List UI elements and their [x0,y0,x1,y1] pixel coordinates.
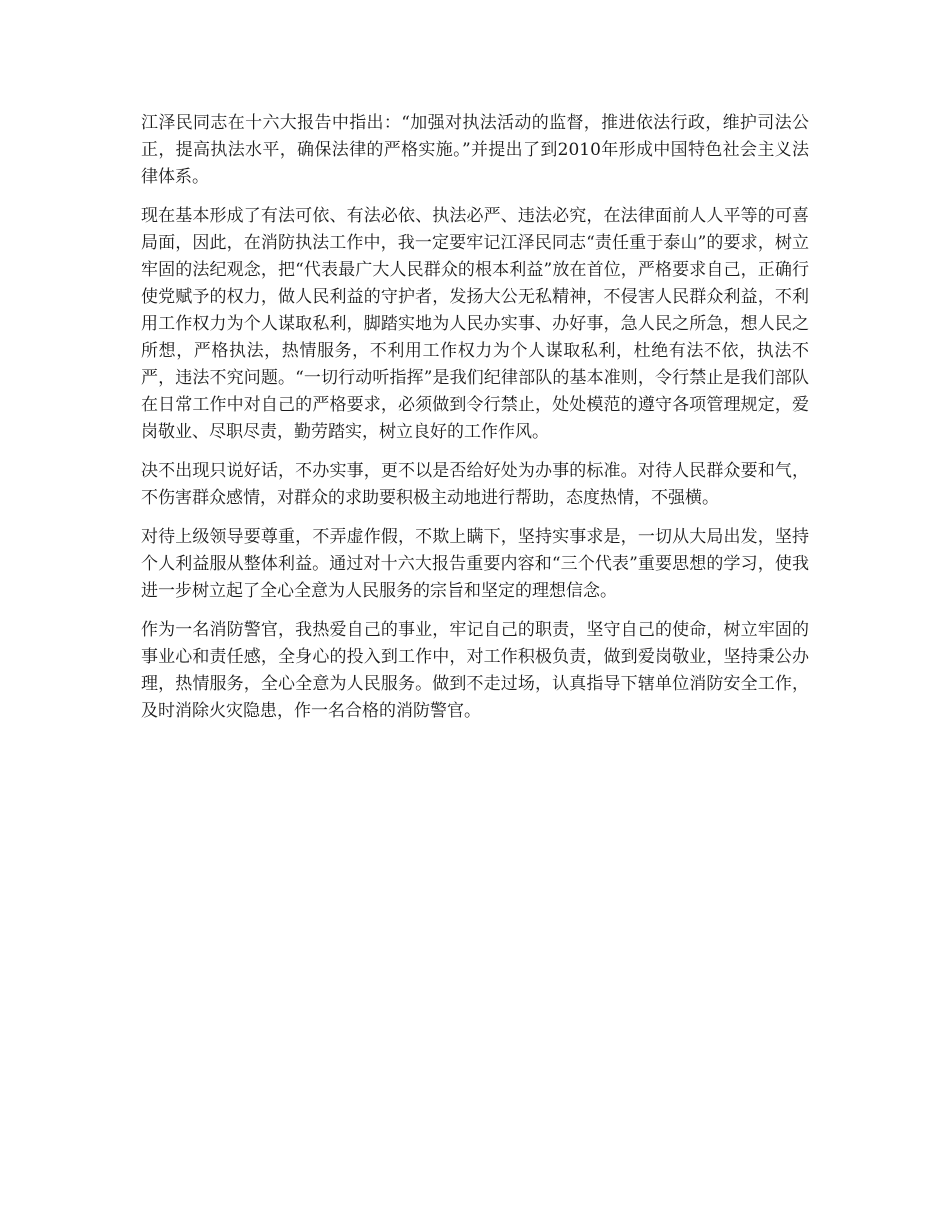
paragraph-4: 对待上级领导要尊重，不弄虚作假，不欺上瞒下，坚持实事求是，一切从大局出发，坚持个人利益服从整体利益。通过对十六大报告重要内容和“三个代表”重要思想的学习，使我进一步树立起了全心全意为人民服务的宗旨和坚定的理想信念。 [141,527,809,601]
paragraph-1: 江泽民同志在十六大报告中指出：“加强对执法活动的监督，推进依法行政，维护司法公正，提高执法水平，确保法律的严格实施。”并提出了到2010年形成中国特色社会主义法律体系。 [141,113,809,187]
paragraph-3: 决不出现只说好话，不办实事，更不以是否给好处为办事的标准。对待人民群众要和气，不伤害群众感情，对群众的求助要积极主动地进行帮助，态度热情，不强横。 [141,461,809,508]
paragraph-5: 作为一名消防警官，我热爱自己的事业，牢记自己的职责，坚守自己的使命，树立牢固的事业心和责任感，全身心的投入到工作中，对工作积极负责，做到爱岗敬业，坚持秉公办理，热情服务，全心全意为人民服务。做到不走过场，认真指导下辖单位消防安全工作，及时消除火灾隐患，作一名合格的消防警官。 [141,620,809,721]
document-body [141,110,809,737]
paragraph-2: 现在基本形成了有法可依、有法必依、执法必严、违法必究，在法律面前人人平等的可喜局面，因此，在消防执法工作中，我一定要牢记江泽民同志“责任重于泰山”的要求，树立牢固的法纪观念，把“代表最广大人民群众的根本利益”放在首位，严格要求自己，正确行使党赋予的权力，做人民利益的守护者，发扬大公无私精神，不侵害人民群众利益，不利用工作权力为个人谋取私利，脚踏实地为人民办实事、办好事，急人民之所急，想人民之所想，严格执法，热情服务，不利用工作权力为个人谋取私利，杜绝有法不依，执法不严，违法不究问题。“一切行动听指挥”是我们纪律部队的基本准则，令行禁止是我们部队在日常工作中对自己的严格要求，必须做到令行禁止，处处模范的遵守各项管理规定，爱岗敬业、尽职尽责，勤劳踏实，树立良好的工作作风。 [141,206,809,442]
